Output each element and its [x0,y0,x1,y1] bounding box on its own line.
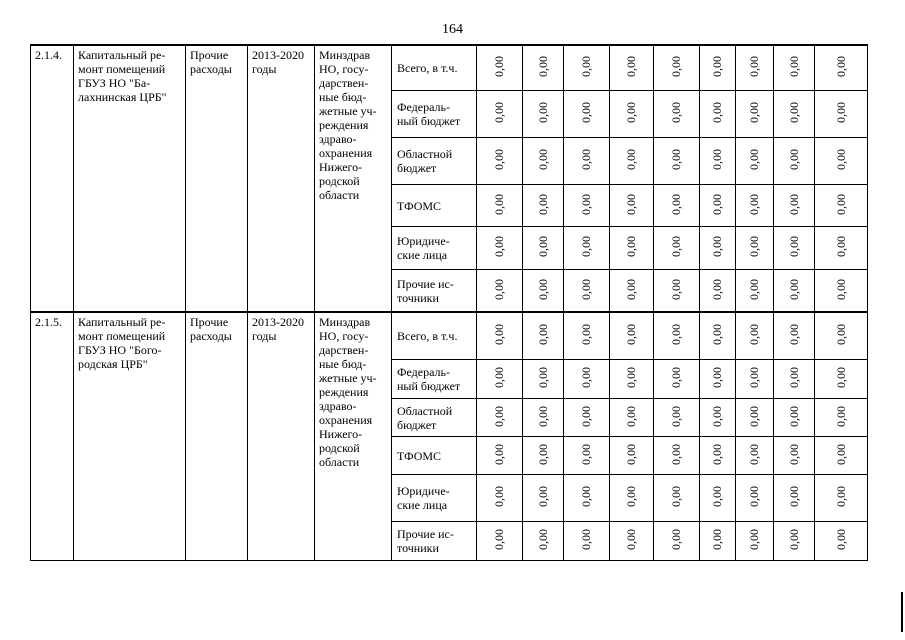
amount-value: 0,00 [535,486,550,507]
amount-cell [477,475,523,522]
amount-value: 0,00 [579,236,593,257]
amount-cell [654,522,700,561]
amount-cell [815,270,868,313]
amount-value: 0,00 [786,529,801,550]
amount-cell [654,185,700,227]
amount-value: 0,00 [535,56,550,77]
funding-source-label: ТФОМС [392,437,477,475]
amount-cell [564,227,610,270]
amount-cell [774,522,815,561]
table-row [31,312,868,360]
amount-value: 0,00 [833,529,848,550]
amount-cell [736,45,774,91]
amount-value: 0,00 [747,367,761,388]
amount-cell [564,522,610,561]
amount-value: 0,00 [747,529,761,550]
amount-value: 0,00 [492,149,506,170]
amount-cell [564,399,610,437]
funding-source-label: Прочие ис- точники [392,522,477,561]
amount-value: 0,00 [624,102,638,123]
amount-cell [523,185,564,227]
amount-cell [700,437,736,475]
amount-cell [564,360,610,399]
amount-value: 0,00 [579,102,593,123]
amount-value: 0,00 [786,193,801,215]
item-name: Капитальный ре- монт помещений ГБУЗ НО "Бого- родская ЦРБ" [74,312,186,561]
amount-cell [610,399,654,437]
amount-value: 0,00 [833,236,848,257]
amount-value: 0,00 [747,56,761,77]
amount-value: 0,00 [624,405,638,427]
amount-value: 0,00 [669,486,683,507]
amount-cell [477,91,523,138]
amount-value: 0,00 [492,405,506,427]
amount-cell [774,360,815,399]
amount-value: 0,00 [710,324,724,345]
amount-value: 0,00 [669,193,683,215]
amount-value: 0,00 [833,324,848,345]
amount-value: 0,00 [833,149,848,170]
amount-value: 0,00 [833,193,848,215]
amount-value: 0,00 [747,486,761,507]
amount-value: 0,00 [710,529,724,550]
funding-source-label: Федераль- ный бюджет [392,360,477,399]
amount-cell [774,312,815,360]
amount-cell [564,437,610,475]
amount-cell [700,45,736,91]
amount-value: 0,00 [492,443,506,465]
budget-table [30,44,868,561]
executor: Минздрав НО, госу- дарствен- ные бюд- жетные уч- реждения здраво- охранения Нижего- родской области [315,45,392,312]
amount-value: 0,00 [710,278,724,300]
amount-cell [523,91,564,138]
amount-cell [610,312,654,360]
amount-value: 0,00 [833,102,848,123]
amount-cell [564,91,610,138]
amount-cell [610,185,654,227]
amount-cell [700,360,736,399]
amount-value: 0,00 [747,405,761,427]
amount-value: 0,00 [747,102,761,123]
amount-value: 0,00 [786,324,801,345]
amount-value: 0,00 [710,443,724,465]
amount-cell [700,312,736,360]
amount-value: 0,00 [535,529,550,550]
amount-value: 0,00 [624,56,638,77]
amount-cell [774,437,815,475]
amount-value: 0,00 [624,443,638,465]
amount-cell [610,522,654,561]
amount-value: 0,00 [579,278,593,300]
amount-value: 0,00 [747,324,761,345]
funding-source-label: Юридиче- ские лица [392,475,477,522]
amount-cell [523,312,564,360]
amount-value: 0,00 [833,486,848,507]
amount-cell [564,138,610,185]
amount-value: 0,00 [669,102,683,123]
amount-cell [654,138,700,185]
item-number: 2.1.5. [31,312,74,561]
amount-value: 0,00 [710,149,724,170]
amount-cell [774,138,815,185]
amount-cell [700,91,736,138]
amount-cell [564,270,610,313]
amount-value: 0,00 [669,529,683,550]
amount-cell [774,227,815,270]
amount-cell [736,437,774,475]
amount-cell [523,360,564,399]
amount-value: 0,00 [535,278,550,300]
amount-cell [815,399,868,437]
amount-value: 0,00 [669,56,683,77]
amount-value: 0,00 [535,324,550,345]
amount-value: 0,00 [492,324,506,345]
amount-value: 0,00 [710,193,724,215]
amount-value: 0,00 [579,405,593,427]
funding-source-label: Всего, в т.ч. [392,45,477,91]
amount-cell [654,437,700,475]
amount-cell [477,312,523,360]
funding-source-label: ТФОМС [392,185,477,227]
amount-value: 0,00 [669,367,683,388]
amount-value: 0,00 [624,486,638,507]
amount-cell [523,475,564,522]
amount-cell [700,227,736,270]
amount-cell [523,437,564,475]
amount-value: 0,00 [786,278,801,300]
amount-cell [654,399,700,437]
amount-cell [610,45,654,91]
amount-cell [736,91,774,138]
amount-cell [736,270,774,313]
amount-cell [654,475,700,522]
amount-value: 0,00 [492,367,506,388]
amount-cell [815,360,868,399]
amount-value: 0,00 [624,236,638,257]
amount-cell [815,91,868,138]
amount-cell [700,475,736,522]
amount-value: 0,00 [624,278,638,300]
amount-value: 0,00 [669,278,683,300]
amount-value: 0,00 [579,324,593,345]
expense-type: Прочие расходы [186,45,248,312]
amount-value: 0,00 [669,236,683,257]
amount-value: 0,00 [710,236,724,257]
amount-value: 0,00 [535,102,550,123]
amount-value: 0,00 [624,193,638,215]
amount-value: 0,00 [786,102,801,123]
amount-cell [477,270,523,313]
amount-cell [477,360,523,399]
amount-cell [736,185,774,227]
amount-cell [736,399,774,437]
amount-cell [523,270,564,313]
amount-cell [815,138,868,185]
amount-cell [610,227,654,270]
funding-source-label: Всего, в т.ч. [392,312,477,360]
amount-cell [477,522,523,561]
amount-value: 0,00 [786,405,801,427]
item-name: Капитальный ре- монт помещений ГБУЗ НО "Ба- лахнинская ЦРБ" [74,45,186,312]
amount-value: 0,00 [786,149,801,170]
amount-value: 0,00 [579,193,593,215]
amount-cell [774,475,815,522]
amount-value: 0,00 [492,236,506,257]
amount-cell [610,437,654,475]
amount-value: 0,00 [492,193,506,215]
amount-value: 0,00 [710,56,724,77]
amount-cell [815,475,868,522]
amount-cell [774,91,815,138]
amount-value: 0,00 [535,443,550,465]
amount-value: 0,00 [492,102,506,123]
amount-value: 0,00 [535,405,550,427]
amount-cell [815,522,868,561]
amount-value: 0,00 [786,486,801,507]
scan-edge-mark [901,592,903,632]
item-number: 2.1.4. [31,45,74,312]
amount-value: 0,00 [669,443,683,465]
amount-value: 0,00 [710,102,724,123]
funding-source-label: Областной бюджет [392,399,477,437]
table-row [31,45,868,91]
amount-cell [564,45,610,91]
amount-value: 0,00 [710,486,724,507]
amount-cell [736,312,774,360]
amount-cell [610,475,654,522]
period: 2013-2020 годы [248,312,315,561]
amount-cell [654,360,700,399]
amount-value: 0,00 [535,236,550,257]
amount-value: 0,00 [747,193,761,215]
amount-value: 0,00 [624,529,638,550]
amount-value: 0,00 [833,56,848,77]
amount-value: 0,00 [786,56,801,77]
amount-value: 0,00 [710,367,724,388]
amount-cell [774,185,815,227]
amount-value: 0,00 [535,193,550,215]
expense-type: Прочие расходы [186,312,248,561]
amount-cell [564,475,610,522]
amount-cell [564,312,610,360]
amount-cell [654,312,700,360]
amount-cell [477,437,523,475]
funding-source-label: Областной бюджет [392,138,477,185]
amount-value: 0,00 [747,443,761,465]
amount-value: 0,00 [579,486,593,507]
amount-value: 0,00 [786,443,801,465]
amount-cell [774,45,815,91]
amount-cell [654,227,700,270]
amount-value: 0,00 [669,324,683,345]
amount-cell [815,45,868,91]
amount-cell [736,138,774,185]
amount-value: 0,00 [579,56,593,77]
amount-cell [523,522,564,561]
amount-value: 0,00 [747,236,761,257]
amount-value: 0,00 [710,405,724,427]
amount-value: 0,00 [492,486,506,507]
amount-value: 0,00 [579,529,593,550]
amount-cell [700,522,736,561]
amount-value: 0,00 [624,149,638,170]
executor: Минздрав НО, госу- дарствен- ные бюд- жетные уч- реждения здраво- охранения Нижего- родской области [315,312,392,561]
amount-cell [523,227,564,270]
amount-cell [523,138,564,185]
amount-cell [610,91,654,138]
amount-cell [654,91,700,138]
amount-cell [610,138,654,185]
amount-cell [815,312,868,360]
funding-source-label: Прочие ис- точники [392,270,477,313]
amount-cell [736,522,774,561]
funding-source-label: Федераль- ный бюджет [392,91,477,138]
amount-cell [700,399,736,437]
amount-cell [564,185,610,227]
amount-cell [477,45,523,91]
amount-cell [477,227,523,270]
amount-value: 0,00 [579,443,593,465]
amount-value: 0,00 [669,405,683,427]
amount-value: 0,00 [786,236,801,257]
amount-value: 0,00 [535,149,550,170]
amount-value: 0,00 [833,367,848,388]
amount-value: 0,00 [492,529,506,550]
amount-value: 0,00 [747,278,761,300]
funding-source-label: Юридиче- ские лица [392,227,477,270]
amount-cell [523,45,564,91]
amount-cell [736,475,774,522]
amount-value: 0,00 [624,324,638,345]
amount-cell [700,185,736,227]
amount-value: 0,00 [833,443,848,465]
amount-cell [774,399,815,437]
amount-cell [477,138,523,185]
amount-cell [700,270,736,313]
amount-value: 0,00 [492,278,506,300]
page-number: 164 [442,22,463,37]
amount-value: 0,00 [669,149,683,170]
amount-value: 0,00 [579,149,593,170]
amount-cell [610,360,654,399]
period: 2013-2020 годы [248,45,315,312]
amount-value: 0,00 [492,56,506,77]
amount-cell [736,227,774,270]
amount-value: 0,00 [833,278,848,300]
amount-cell [736,360,774,399]
amount-cell [654,270,700,313]
amount-value: 0,00 [579,367,593,388]
amount-cell [815,227,868,270]
amount-value: 0,00 [624,367,638,388]
amount-cell [477,185,523,227]
amount-value: 0,00 [535,367,550,388]
amount-value: 0,00 [747,149,761,170]
amount-cell [523,399,564,437]
amount-cell [774,270,815,313]
amount-cell [815,437,868,475]
amount-cell [610,270,654,313]
amount-value: 0,00 [833,405,848,427]
amount-cell [654,45,700,91]
amount-cell [700,138,736,185]
amount-cell [815,185,868,227]
amount-cell [477,399,523,437]
amount-value: 0,00 [786,367,801,388]
